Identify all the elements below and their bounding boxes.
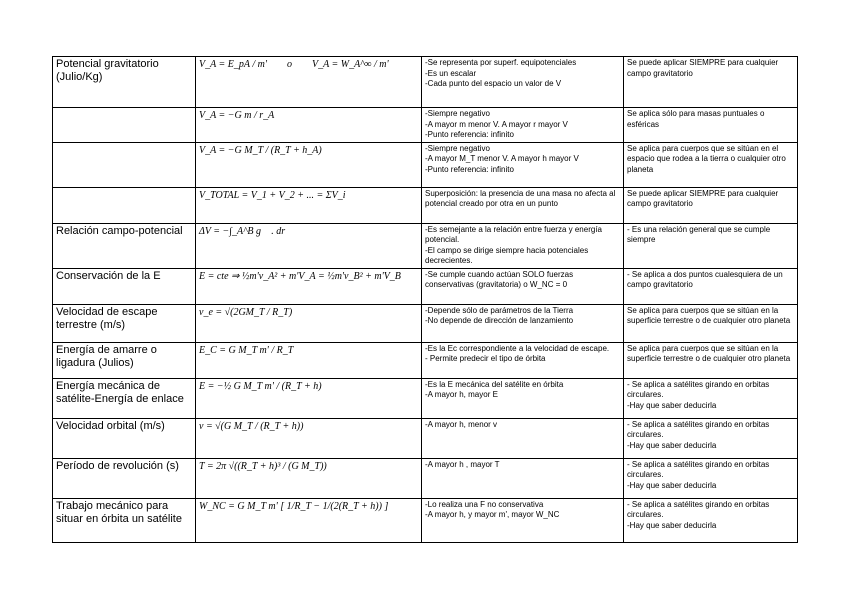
- scope-line: Se aplica para cuerpos que se sitúan en el espacio que rodea a la tierra o cualquier otro planeta: [627, 143, 788, 174]
- table-row: [53, 57, 798, 108]
- note-line: -Punto referencia: infinito: [425, 130, 514, 139]
- scope-cell: [624, 304, 798, 342]
- note-line: -Es semejante a la relación entre fuerza y energía potencial.: [425, 224, 605, 244]
- note-line: - Permite predecir el tipo de órbita: [425, 354, 546, 363]
- note-line: -A mayor M_T menor V. A mayor h mayor V: [425, 154, 579, 163]
- note-line: -Es un escalar: [425, 68, 477, 78]
- notes-cell: [422, 223, 624, 268]
- scope-line: - Es una relación general que se cumple siempre: [627, 224, 773, 244]
- magnitude-cell: Trabajo mecánico para situar en órbita un satélite: [53, 498, 196, 542]
- scope-line: Se puede aplicar SIEMPRE para cualquier campo gravitatorio: [627, 58, 781, 78]
- scope-cell: [624, 108, 798, 143]
- magnitude-cell: Período de revolución (s): [53, 458, 196, 498]
- table-row: [53, 187, 798, 223]
- scope-line: -Hay que saber deducirla: [627, 440, 717, 450]
- table-row: [53, 498, 798, 542]
- notes-cell: [422, 458, 624, 498]
- table-row: [53, 418, 798, 458]
- physics-summary-sheet: [52, 56, 797, 543]
- scope-line: - Se aplica a dos puntos cualesquiera de un campo gravitatorio: [627, 269, 785, 289]
- table-row: [53, 142, 798, 187]
- magnitude-cell: Conservación de la E: [53, 268, 196, 304]
- scope-line: - Se aplica a satélites girando en orbitas circulares.: [627, 379, 772, 399]
- note-line: -Es la E mecánica del satélite en órbita: [425, 379, 564, 389]
- notes-cell: [422, 342, 624, 378]
- notes-cell: [422, 418, 624, 458]
- formula-cell: V_TOTAL = V_1 + V_2 + ... = ΣV_i: [196, 187, 422, 223]
- formula-table: [52, 56, 798, 543]
- scope-cell: [624, 418, 798, 458]
- notes-cell: [422, 57, 624, 108]
- formula-cell: V_A = E_pA / m' o V_A = W_A^∞ / m': [196, 57, 422, 108]
- scope-line: Se puede aplicar SIEMPRE para cualquier campo gravitatorio: [627, 188, 781, 208]
- formula-cell: E = −½ G M_T m' / (R_T + h): [196, 378, 422, 418]
- scope-cell: [624, 342, 798, 378]
- scope-cell: [624, 187, 798, 223]
- formula-cell: v = √(G M_T / (R_T + h)): [196, 418, 422, 458]
- note-line: -Siempre negativo: [425, 143, 490, 153]
- formula-cell: T = 2π √((R_T + h)³ / (G M_T)): [196, 458, 422, 498]
- notes-cell: [422, 108, 624, 143]
- notes-cell: [422, 304, 624, 342]
- table-row: [53, 304, 798, 342]
- note-line: -El campo se dirige siempre hacia potenciales decrecientes.: [425, 245, 591, 265]
- magnitude-cell: Velocidad de escape terrestre (m/s): [53, 304, 196, 342]
- note-line: -Punto referencia: infinito: [425, 164, 514, 174]
- note-line: -Siempre negativo: [425, 109, 490, 118]
- note-line: -A mayor h, mayor E: [425, 390, 498, 399]
- note-line: -Cada punto del espacio un valor de V: [425, 79, 562, 88]
- note-line: Superposición: la presencia de una masa no afecta al potencial creado por otra en un punto: [425, 188, 618, 208]
- scope-cell: [624, 498, 798, 542]
- formula-cell: V_A = −G m / r_A: [196, 108, 422, 143]
- formula-cell: v_e = √(2GM_T / R_T): [196, 304, 422, 342]
- formula-cell: E = cte ⇒ ½m'v_A² + m'V_A = ½m'v_B² + m'V_B: [196, 268, 422, 304]
- scope-line: Se aplica para cuerpos que se sitúan en la superficie terrestre o de cualquier otro planeta: [627, 305, 791, 325]
- formula-cell: W_NC = G M_T m' [ 1/R_T − 1/(2(R_T + h)) ]: [196, 498, 422, 542]
- table-row: [53, 378, 798, 418]
- magnitude-cell: [53, 142, 196, 187]
- table-row: [53, 342, 798, 378]
- table-row: [53, 223, 798, 268]
- note-line: -Es la Ec correspondiente a la velocidad de escape.: [425, 343, 610, 353]
- notes-cell: [422, 142, 624, 187]
- scope-line: - Se aplica a satélites girando en orbitas circulares.: [627, 499, 772, 519]
- note-line: -A mayor h, y mayor m', mayor W_NC: [425, 510, 560, 519]
- formula-cell: V_A = −G M_T / (R_T + h_A): [196, 142, 422, 187]
- magnitude-cell: Energía de amarre o ligadura (Julios): [53, 342, 196, 378]
- formula-cell: ΔV = −∫_A^B g⃗ . dr⃗: [196, 223, 422, 268]
- magnitude-cell: Energía mecánica de satélite-Energía de enlace: [53, 378, 196, 418]
- scope-cell: [624, 268, 798, 304]
- scope-cell: [624, 378, 798, 418]
- magnitude-cell: [53, 108, 196, 143]
- scope-line: -Hay que saber deducirla: [627, 400, 717, 410]
- scope-line: Se aplica para cuerpos que se sitúan en la superficie terrestre o de cualquier otro planeta: [627, 343, 791, 363]
- scope-cell: [624, 223, 798, 268]
- scope-line: Se aplica sólo para masas puntuales o esféricas: [627, 109, 767, 129]
- scope-cell: [624, 142, 798, 187]
- note-line: -Se representa por superf. equipotenciales: [425, 58, 577, 67]
- notes-cell: [422, 498, 624, 542]
- scope-cell: [624, 458, 798, 498]
- magnitude-cell: [53, 187, 196, 223]
- magnitude-cell: Relación campo-potencial: [53, 223, 196, 268]
- notes-cell: [422, 268, 624, 304]
- note-line: -Depende sólo de parámetros de la Tierra: [425, 305, 574, 315]
- formula-cell: E_C = G M_T m' / R_T: [196, 342, 422, 378]
- scope-line: -Hay que saber deducirla: [627, 480, 717, 490]
- magnitude-cell: Potencial gravitatorio (Julio/Kg): [53, 57, 196, 108]
- note-line: -A mayor m menor V. A mayor r mayor V: [425, 119, 568, 129]
- table-row: [53, 108, 798, 143]
- note-line: -Se cumple cuando actúan SOLO fuerzas conservativas (gravitatoria) o W_NC = 0: [425, 269, 576, 289]
- magnitude-cell: Velocidad orbital (m/s): [53, 418, 196, 458]
- notes-cell: [422, 378, 624, 418]
- scope-line: - Se aplica a satélites girando en orbitas circulares.: [627, 419, 772, 439]
- table-row: [53, 268, 798, 304]
- scope-cell: [624, 57, 798, 108]
- note-line: -No depende de dirección de lanzamiento: [425, 316, 574, 325]
- notes-cell: [422, 187, 624, 223]
- scope-line: - Se aplica a satélites girando en orbitas circulares.: [627, 459, 772, 479]
- scope-line: -Hay que saber deducirla: [627, 520, 717, 530]
- table-row: [53, 458, 798, 498]
- note-line: -A mayor h , mayor T: [425, 459, 500, 469]
- note-line: -A mayor h, menor v: [425, 419, 498, 429]
- note-line: -Lo realiza una F no conservativa: [425, 499, 544, 509]
